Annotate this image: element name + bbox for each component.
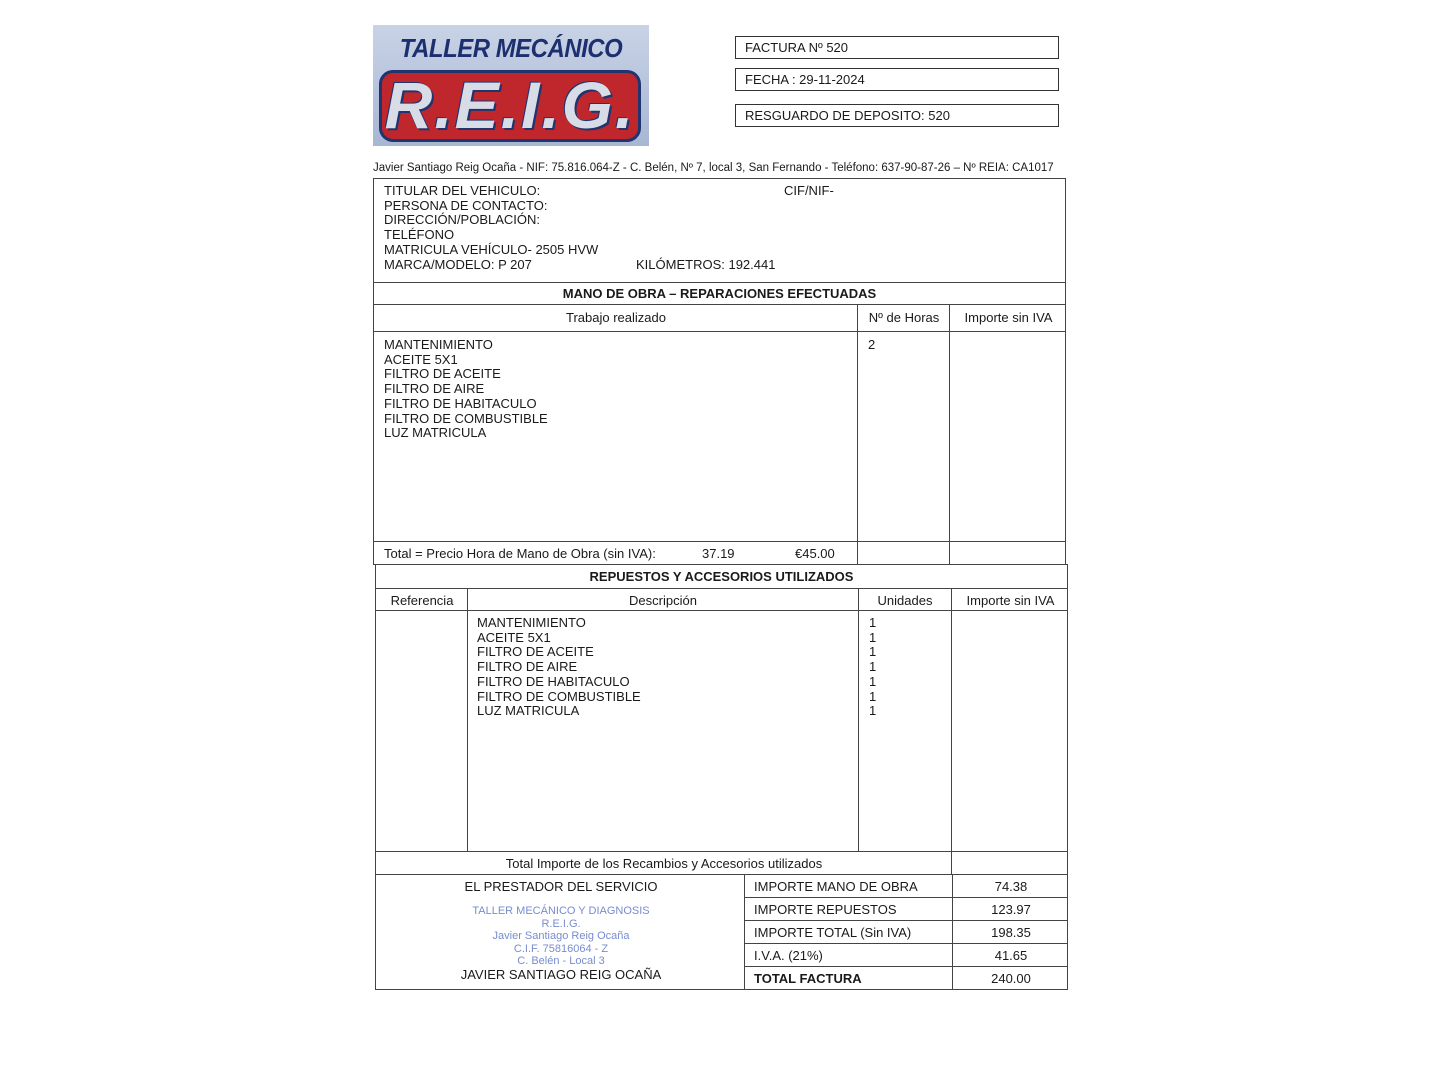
labor-hours: 2 bbox=[868, 337, 876, 352]
company-logo bbox=[373, 25, 649, 146]
list-item: FILTRO DE COMBUSTIBLE bbox=[477, 688, 641, 704]
vehicle-model: MARCA/MODELO: P 207 bbox=[384, 256, 532, 272]
col-hours-header: Nº de Horas bbox=[868, 310, 940, 325]
list-item: LUZ MATRICULA bbox=[477, 703, 580, 719]
invoice-date: FECHA : 29-11-2024 bbox=[735, 68, 1059, 91]
parts-title: REPUESTOS Y ACCESORIOS UTILIZADOS bbox=[589, 569, 854, 584]
plate-number: MATRICULA VEHÍCULO- 2505 HVW bbox=[384, 241, 599, 257]
summary-table bbox=[744, 874, 1068, 990]
summary-value: 123.97 bbox=[991, 902, 1031, 917]
provider-box bbox=[375, 874, 745, 990]
list-item: ACEITE 5X1 bbox=[384, 351, 458, 367]
list-item: 1 bbox=[869, 644, 877, 660]
col-amount-header: Importe sin IVA bbox=[966, 593, 1055, 608]
col-work-header: Trabajo realizado bbox=[566, 310, 666, 325]
logo-title: TALLER MECÁNICO bbox=[399, 33, 623, 63]
parts-total-label: Total Importe de los Recambios y Accesorios utilizados bbox=[505, 856, 823, 871]
labor-total-value: 37.19 bbox=[702, 546, 735, 561]
summary-value: 198.35 bbox=[991, 925, 1031, 940]
parts-desc-list bbox=[477, 616, 641, 719]
company-info: Javier Santiago Reig Ocaña - NIF: 75.816.064-Z - C. Belén, Nº 7, local 3, San Fernando - Teléfono: 637-90-87-26 – Nº REIA: CA1017 bbox=[373, 162, 1054, 174]
list-item: MANTENIMIENTO bbox=[384, 337, 493, 352]
address-label: DIRECCIÓN/POBLACIÓN: bbox=[384, 212, 541, 228]
total-invoice-value: 240.00 bbox=[991, 971, 1031, 986]
list-item: MANTENIMIENTO bbox=[477, 615, 586, 630]
parts-units-list bbox=[869, 616, 876, 719]
phone-label: TELÉFONO bbox=[384, 227, 455, 243]
summary-label: IMPORTE REPUESTOS bbox=[754, 902, 897, 917]
list-item: ACEITE 5X1 bbox=[477, 629, 551, 645]
summary-value: 41.65 bbox=[994, 948, 1028, 963]
summary-value: 74.38 bbox=[994, 879, 1028, 894]
list-item: FILTRO DE AIRE bbox=[384, 381, 485, 397]
summary-label: I.V.A. (21%) bbox=[754, 948, 823, 963]
contact-label: PERSONA DE CONTACTO: bbox=[384, 197, 548, 213]
list-item: FILTRO DE HABITACULO bbox=[477, 673, 630, 689]
summary-label: IMPORTE MANO DE OBRA bbox=[754, 879, 918, 894]
provider-label: EL PRESTADOR DEL SERVICIO bbox=[464, 879, 658, 894]
labor-items-list bbox=[384, 338, 548, 441]
col-desc-header: Descripción bbox=[629, 593, 697, 608]
list-item: 1 bbox=[869, 688, 877, 704]
list-item: FILTRO DE ACEITE bbox=[384, 366, 501, 382]
col-units-header: Unidades bbox=[877, 593, 933, 608]
list-item: FILTRO DE ACEITE bbox=[477, 644, 594, 660]
invoice-number: FACTURA Nº 520 bbox=[735, 36, 1059, 59]
deposit-receipt: RESGUARDO DE DEPOSITO: 520 bbox=[735, 104, 1059, 127]
list-item: FILTRO DE AIRE bbox=[477, 659, 578, 675]
list-item: 1 bbox=[869, 703, 877, 719]
list-item: LUZ MATRICULA bbox=[384, 425, 487, 441]
list-item: FILTRO DE COMBUSTIBLE bbox=[384, 410, 548, 426]
list-item: 1 bbox=[869, 673, 877, 689]
list-item: 1 bbox=[869, 615, 877, 630]
vehicle-owner-label: TITULAR DEL VEHICULO: bbox=[384, 183, 541, 198]
total-invoice-label: TOTAL FACTURA bbox=[754, 971, 862, 986]
cif-label: CIF/NIF- bbox=[784, 183, 834, 198]
logo-plate bbox=[379, 70, 641, 142]
labor-price-hour: €45.00 bbox=[795, 546, 835, 561]
list-item: 1 bbox=[869, 659, 877, 675]
logo-brand: R.E.I.G. bbox=[384, 68, 636, 142]
summary-label: IMPORTE TOTAL (Sin IVA) bbox=[754, 925, 912, 940]
list-item: 1 bbox=[869, 629, 877, 645]
labor-total-label: Total = Precio Hora de Mano de Obra (sin IVA): bbox=[384, 546, 656, 561]
company-stamp: TALLER MECÁNICO Y DIAGNOSIS R.E.I.G. Javier Santiago Reig Ocaña C.I.F. 75816064 - Z C. Belén - Local 3 bbox=[472, 905, 650, 967]
vehicle-km: KILÓMETROS: 192.441 bbox=[636, 256, 776, 272]
signer-name: JAVIER SANTIAGO REIG OCAÑA bbox=[460, 967, 662, 982]
col-ref-header: Referencia bbox=[390, 593, 454, 608]
parts-section bbox=[375, 564, 1068, 875]
col-amount-header: Importe sin IVA bbox=[964, 310, 1053, 325]
list-item: FILTRO DE HABITACULO bbox=[384, 395, 537, 411]
labor-section bbox=[373, 282, 1066, 565]
vehicle-info-box bbox=[373, 178, 1066, 283]
labor-title: MANO DE OBRA – REPARACIONES EFECTUADAS bbox=[562, 286, 877, 301]
